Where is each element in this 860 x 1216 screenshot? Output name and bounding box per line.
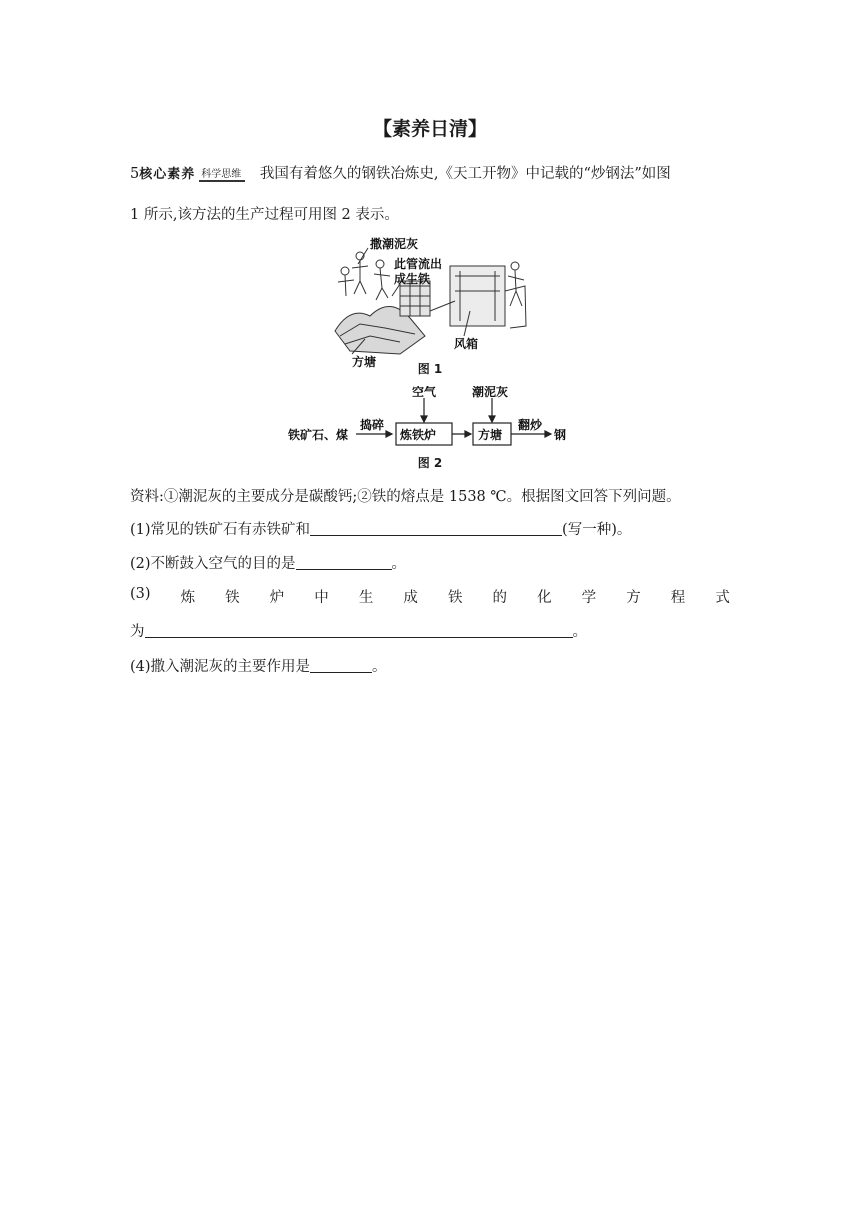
figure-1-caption: 图 1: [417, 362, 443, 376]
core-literacy-badge: [130, 163, 245, 182]
q2-answer-blank[interactable]: [296, 555, 392, 570]
q3-suffix: 。: [572, 624, 587, 640]
intro-text-2: 1 所示,该方法的生产过程可用图 2 表示。: [130, 207, 399, 223]
fig1-label-sprinkle: 撒潮泥灰: [370, 237, 419, 251]
q3-char: 炉: [269, 590, 285, 606]
fig2-air: 空气: [412, 386, 437, 399]
fig1-label-pond: 方塘: [352, 355, 377, 369]
fig2-product: 钢: [554, 428, 567, 442]
fig2-step-crush: 捣碎: [360, 418, 385, 432]
q2-prefix: (2)不断鼓入空气的目的是: [130, 556, 296, 572]
fig2-step-stir: 翻炒: [518, 418, 543, 432]
figure-1-illustration: [330, 236, 530, 376]
q3-char: 化: [537, 590, 552, 606]
figure-2-flowchart: [288, 386, 578, 448]
q3-char: 铁: [225, 590, 240, 606]
q4-prefix: (4)撒入潮泥灰的主要作用是: [130, 659, 311, 675]
page-title: 【素养日清】: [372, 118, 487, 140]
material-text: 资料:①潮泥灰的主要成分是碳酸钙;②铁的熔点是 1538 ℃。根据图文回答下列问题。: [130, 489, 681, 505]
badge-core-label: 核心素养: [139, 167, 196, 182]
q1-answer-blank[interactable]: [310, 521, 562, 536]
q3-char: 炼: [180, 590, 196, 606]
q3-char: 中: [314, 590, 329, 606]
question-intro-line1: [130, 162, 671, 183]
question-3-line2: [130, 620, 587, 641]
q3-char: 式: [715, 590, 730, 606]
question-4: [130, 655, 387, 676]
q3-char: 成: [403, 590, 418, 606]
q1-suffix: (写一种)。: [562, 522, 632, 538]
fig2-raw-materials: 铁矿石、煤: [288, 428, 349, 442]
q3-answer-blank[interactable]: [145, 623, 573, 638]
q3-line2-prefix: 为: [130, 624, 145, 640]
q3-char: (3): [130, 586, 151, 602]
question-number: 5: [130, 166, 140, 182]
fig2-pond: 方塘: [478, 428, 503, 442]
q3-char: 的: [492, 590, 508, 606]
fig1-label-pipe-2: 成生铁: [394, 272, 431, 286]
badge-skill-label: 科学思维: [199, 165, 245, 182]
q4-suffix: 。: [372, 659, 387, 675]
q1-prefix: (1)常见的铁矿石有赤铁矿和: [130, 522, 311, 538]
fig2-additive: 潮泥灰: [472, 386, 509, 399]
q4-answer-blank[interactable]: [310, 658, 372, 673]
q3-char: 方: [626, 590, 641, 606]
q3-char: 程: [670, 590, 686, 606]
q3-char: 学: [581, 590, 597, 606]
question-2: [130, 552, 406, 573]
fig1-label-pipe-1: 此管流出: [394, 257, 443, 271]
q3-char: 铁: [447, 590, 463, 606]
fig2-furnace: 炼铁炉: [400, 428, 437, 442]
figure-2-caption: 图 2: [417, 456, 443, 470]
q2-suffix: 。: [391, 556, 407, 572]
q3-char: 生: [358, 590, 374, 606]
fig1-label-bellows: 风箱: [454, 337, 479, 351]
question-1: [130, 518, 631, 539]
question-3-line1: [130, 586, 730, 607]
intro-text-1: 我国有着悠久的钢铁冶炼史,《天工开物》中记载的“炒钢法”如图: [259, 166, 671, 182]
